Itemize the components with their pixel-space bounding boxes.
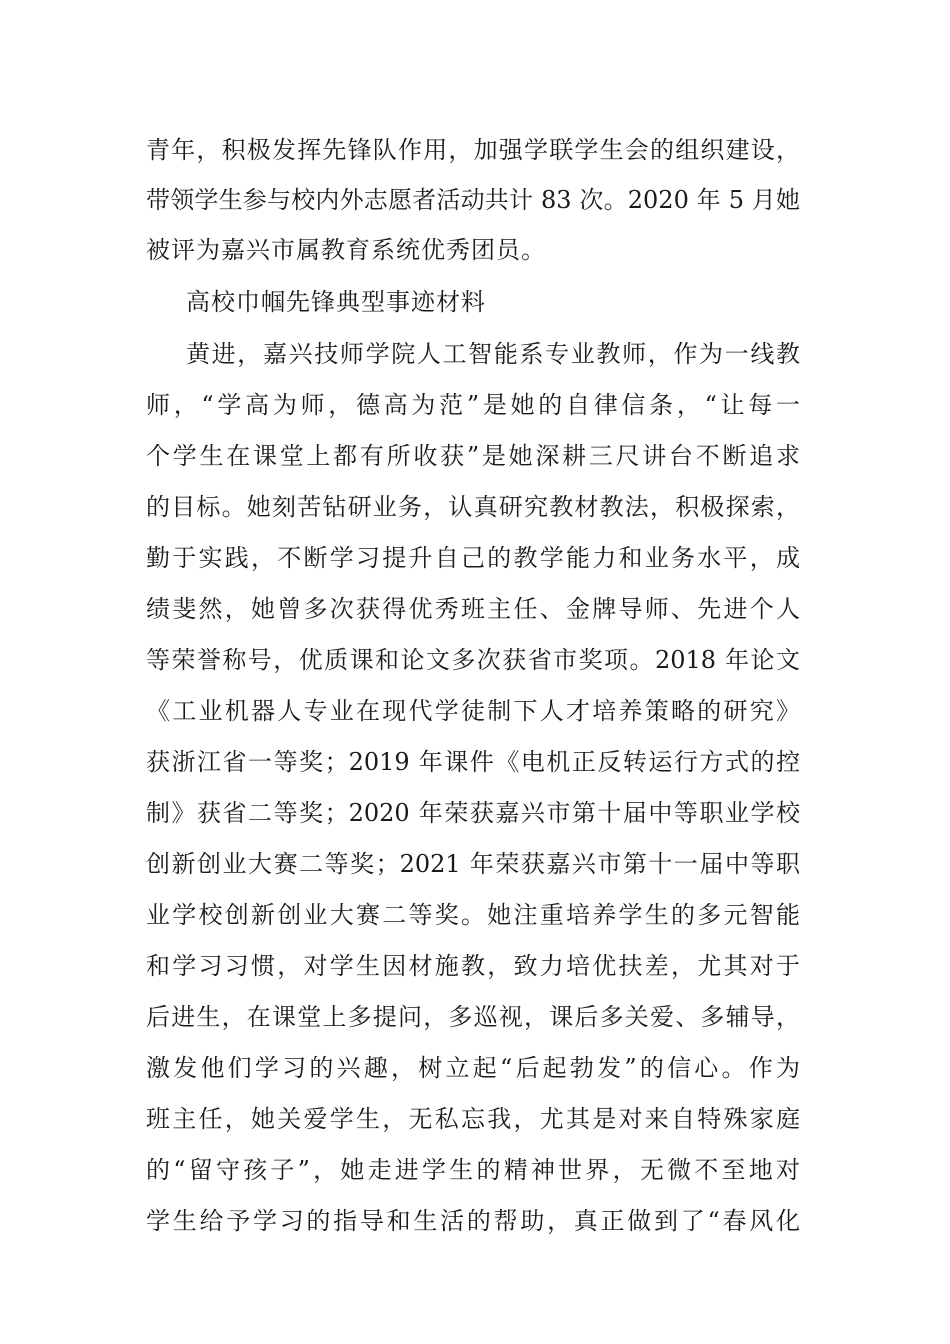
text-line: 被评为嘉兴市属教育系统优秀团员。: [146, 236, 546, 264]
text-line: 个学生在课堂上都有所收获”是她深耕三尺讲台不断追求: [146, 442, 800, 470]
text-line: 师，“学高为师，德高为范”是她的自律信条，“让每一: [146, 391, 800, 419]
text-line: 黄进，嘉兴技师学院人工智能系专业教师，作为一线教: [186, 340, 800, 368]
text-line: 青年，积极发挥先锋队作用，加强学联学生会的组织建设，: [146, 136, 800, 164]
text-line: 制》获省二等奖；2020 年荣获嘉兴市第十届中等职业学校: [146, 799, 800, 827]
text-line: 《工业机器人专业在现代学徒制下人才培养策略的研究》: [146, 697, 800, 725]
text-line: 等荣誉称号，优质课和论文多次获省市奖项。2018 年论文: [146, 646, 800, 674]
text-line: 创新创业大赛二等奖；2021 年荣获嘉兴市第十一届中等职: [146, 850, 800, 878]
text-line: 学生给予学习的指导和生活的帮助，真正做到了“春风化: [146, 1207, 800, 1235]
text-line: 获浙江省一等奖；2019 年课件《电机正反转运行方式的控: [146, 748, 800, 776]
text-line: 绩斐然，她曾多次获得优秀班主任、金牌导师、先进个人: [146, 595, 800, 623]
section-heading: 高校巾帼先锋典型事迹材料: [186, 288, 486, 316]
text-line: 班主任，她关爱学生，无私忘我，尤其是对来自特殊家庭: [146, 1105, 800, 1133]
text-line: 激发他们学习的兴趣，树立起“后起勃发”的信心。作为: [146, 1054, 800, 1082]
text-line: 带领学生参与校内外志愿者活动共计 83 次。2020 年 5 月她: [146, 186, 800, 214]
text-line: 的目标。她刻苦钻研业务，认真研究教材教法，积极探索，: [146, 493, 800, 521]
text-line: 和学习习惯，对学生因材施教，致力培优扶差，尤其对于: [146, 952, 800, 980]
text-line: 业学校创新创业大赛二等奖。她注重培养学生的多元智能: [146, 901, 800, 929]
text-line: 勤于实践，不断学习提升自己的教学能力和业务水平，成: [146, 544, 800, 572]
text-line: 后进生，在课堂上多提问，多巡视，课后多关爱、多辅导，: [146, 1003, 800, 1031]
text-line: 的“留守孩子”，她走进学生的精神世界，无微不至地对: [146, 1156, 800, 1184]
